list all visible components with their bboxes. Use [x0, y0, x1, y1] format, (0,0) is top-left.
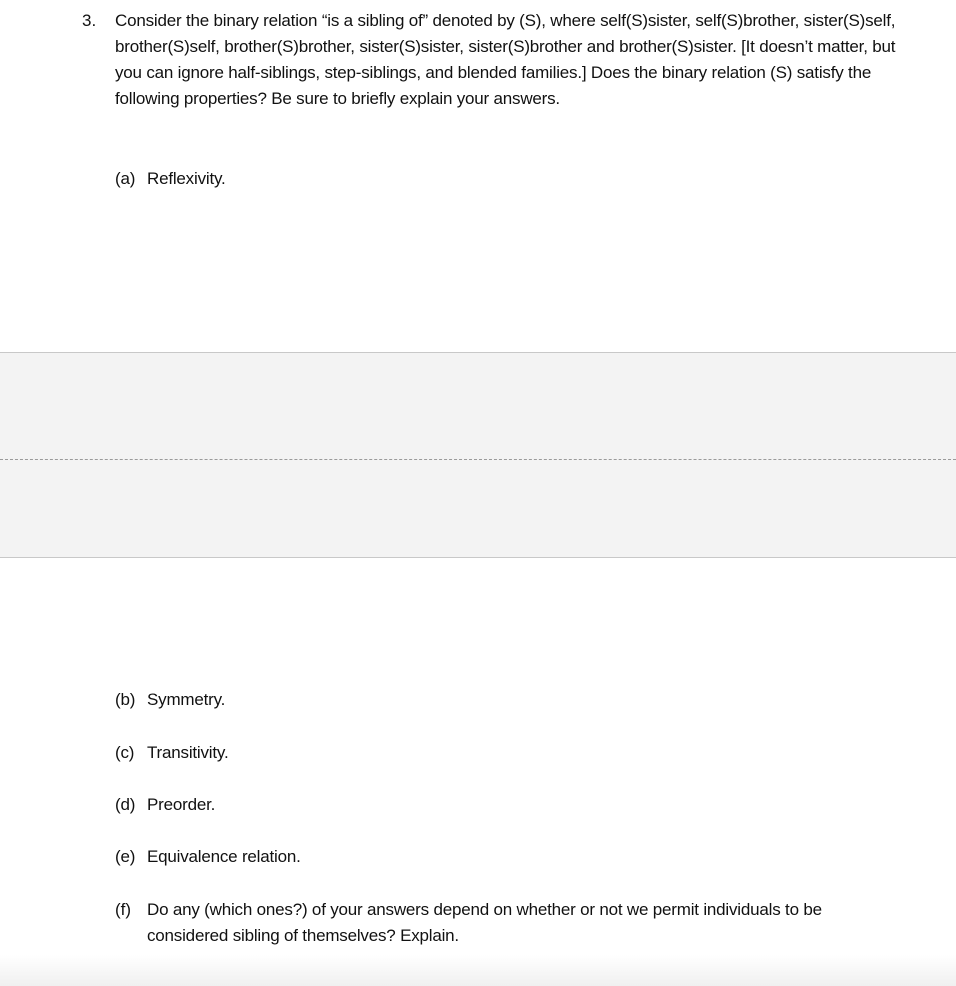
page-break — [0, 352, 956, 558]
part-d-text: Preorder. — [147, 795, 216, 814]
part-b-letter: (b) — [115, 690, 136, 709]
page-break-divider — [0, 459, 956, 460]
part-b-text: Symmetry. — [147, 690, 226, 709]
part-d — [115, 792, 215, 818]
part-a — [115, 166, 226, 192]
page-bottom-edge — [0, 955, 956, 986]
question-text: Consider the binary relation “is a sibling of” denoted by (S), where self(S)sister, self(S)brother, sister(S)self, brother(S)self, brother(S)brother, sister(S)sister, sister(S)brother and brother(S)sister. [It doesn’t matter, but you can ignore half-siblings, step-siblings, and blended families.] Does the binary relation (S) satisfy the following properties? Be sure to briefly explain your answers. — [115, 11, 896, 108]
part-e — [115, 844, 301, 870]
part-c — [115, 740, 228, 766]
part-b — [115, 687, 225, 713]
part-a-text: Reflexivity. — [147, 169, 226, 188]
part-f-text: Do any (which ones?) of your answers depend on whether or not we permit individuals to be considered sibling of themselves? Explain. — [147, 900, 822, 945]
part-f-letter: (f) — [115, 900, 132, 919]
part-a-letter: (a) — [115, 169, 136, 188]
part-c-letter: (c) — [115, 743, 135, 762]
part-e-letter: (e) — [115, 847, 136, 866]
part-e-text: Equivalence relation. — [147, 847, 301, 866]
part-c-text: Transitivity. — [147, 743, 229, 762]
question-number: 3. — [82, 11, 97, 30]
part-d-letter: (d) — [115, 795, 136, 814]
